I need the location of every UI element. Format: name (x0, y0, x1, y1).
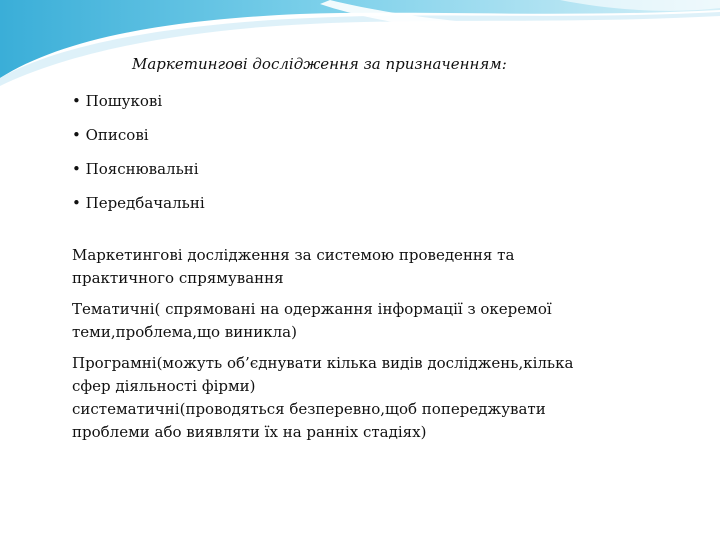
bullet-item: • Передбачальні (72, 194, 205, 212)
paragraph-line: систематичні(проводяться безперевно,щоб попереджувати (72, 400, 546, 418)
paragraph-line: Програмні(можуть об’єднувати кілька видів досліджень,кілька (72, 354, 574, 372)
bullet-item: • Описові (72, 126, 149, 144)
paragraph-line: Маркетингові дослідження за системою проведення та (72, 246, 515, 264)
paragraph-line: Тематичні( спрямовані на одержання інформації з океремої (72, 300, 552, 318)
paragraph-program (72, 352, 632, 444)
paragraph-line: сфер діяльності фірми) (72, 377, 256, 395)
bullet-item: • Пояснювальні (72, 160, 199, 178)
bullet-list (72, 88, 205, 224)
paragraph-line: теми,проблема,що виникла) (72, 323, 297, 341)
bullet-item: • Пошукові (72, 92, 163, 110)
paragraph-line: проблеми або виявляти їх на ранніх стадіях) (72, 423, 427, 441)
paragraph-thematic (72, 298, 632, 344)
paragraph-line: практичного спрямування (72, 269, 284, 287)
slide-heading: Маркетингові дослідження за призначенням: (132, 55, 507, 73)
paragraph-system (72, 244, 632, 290)
